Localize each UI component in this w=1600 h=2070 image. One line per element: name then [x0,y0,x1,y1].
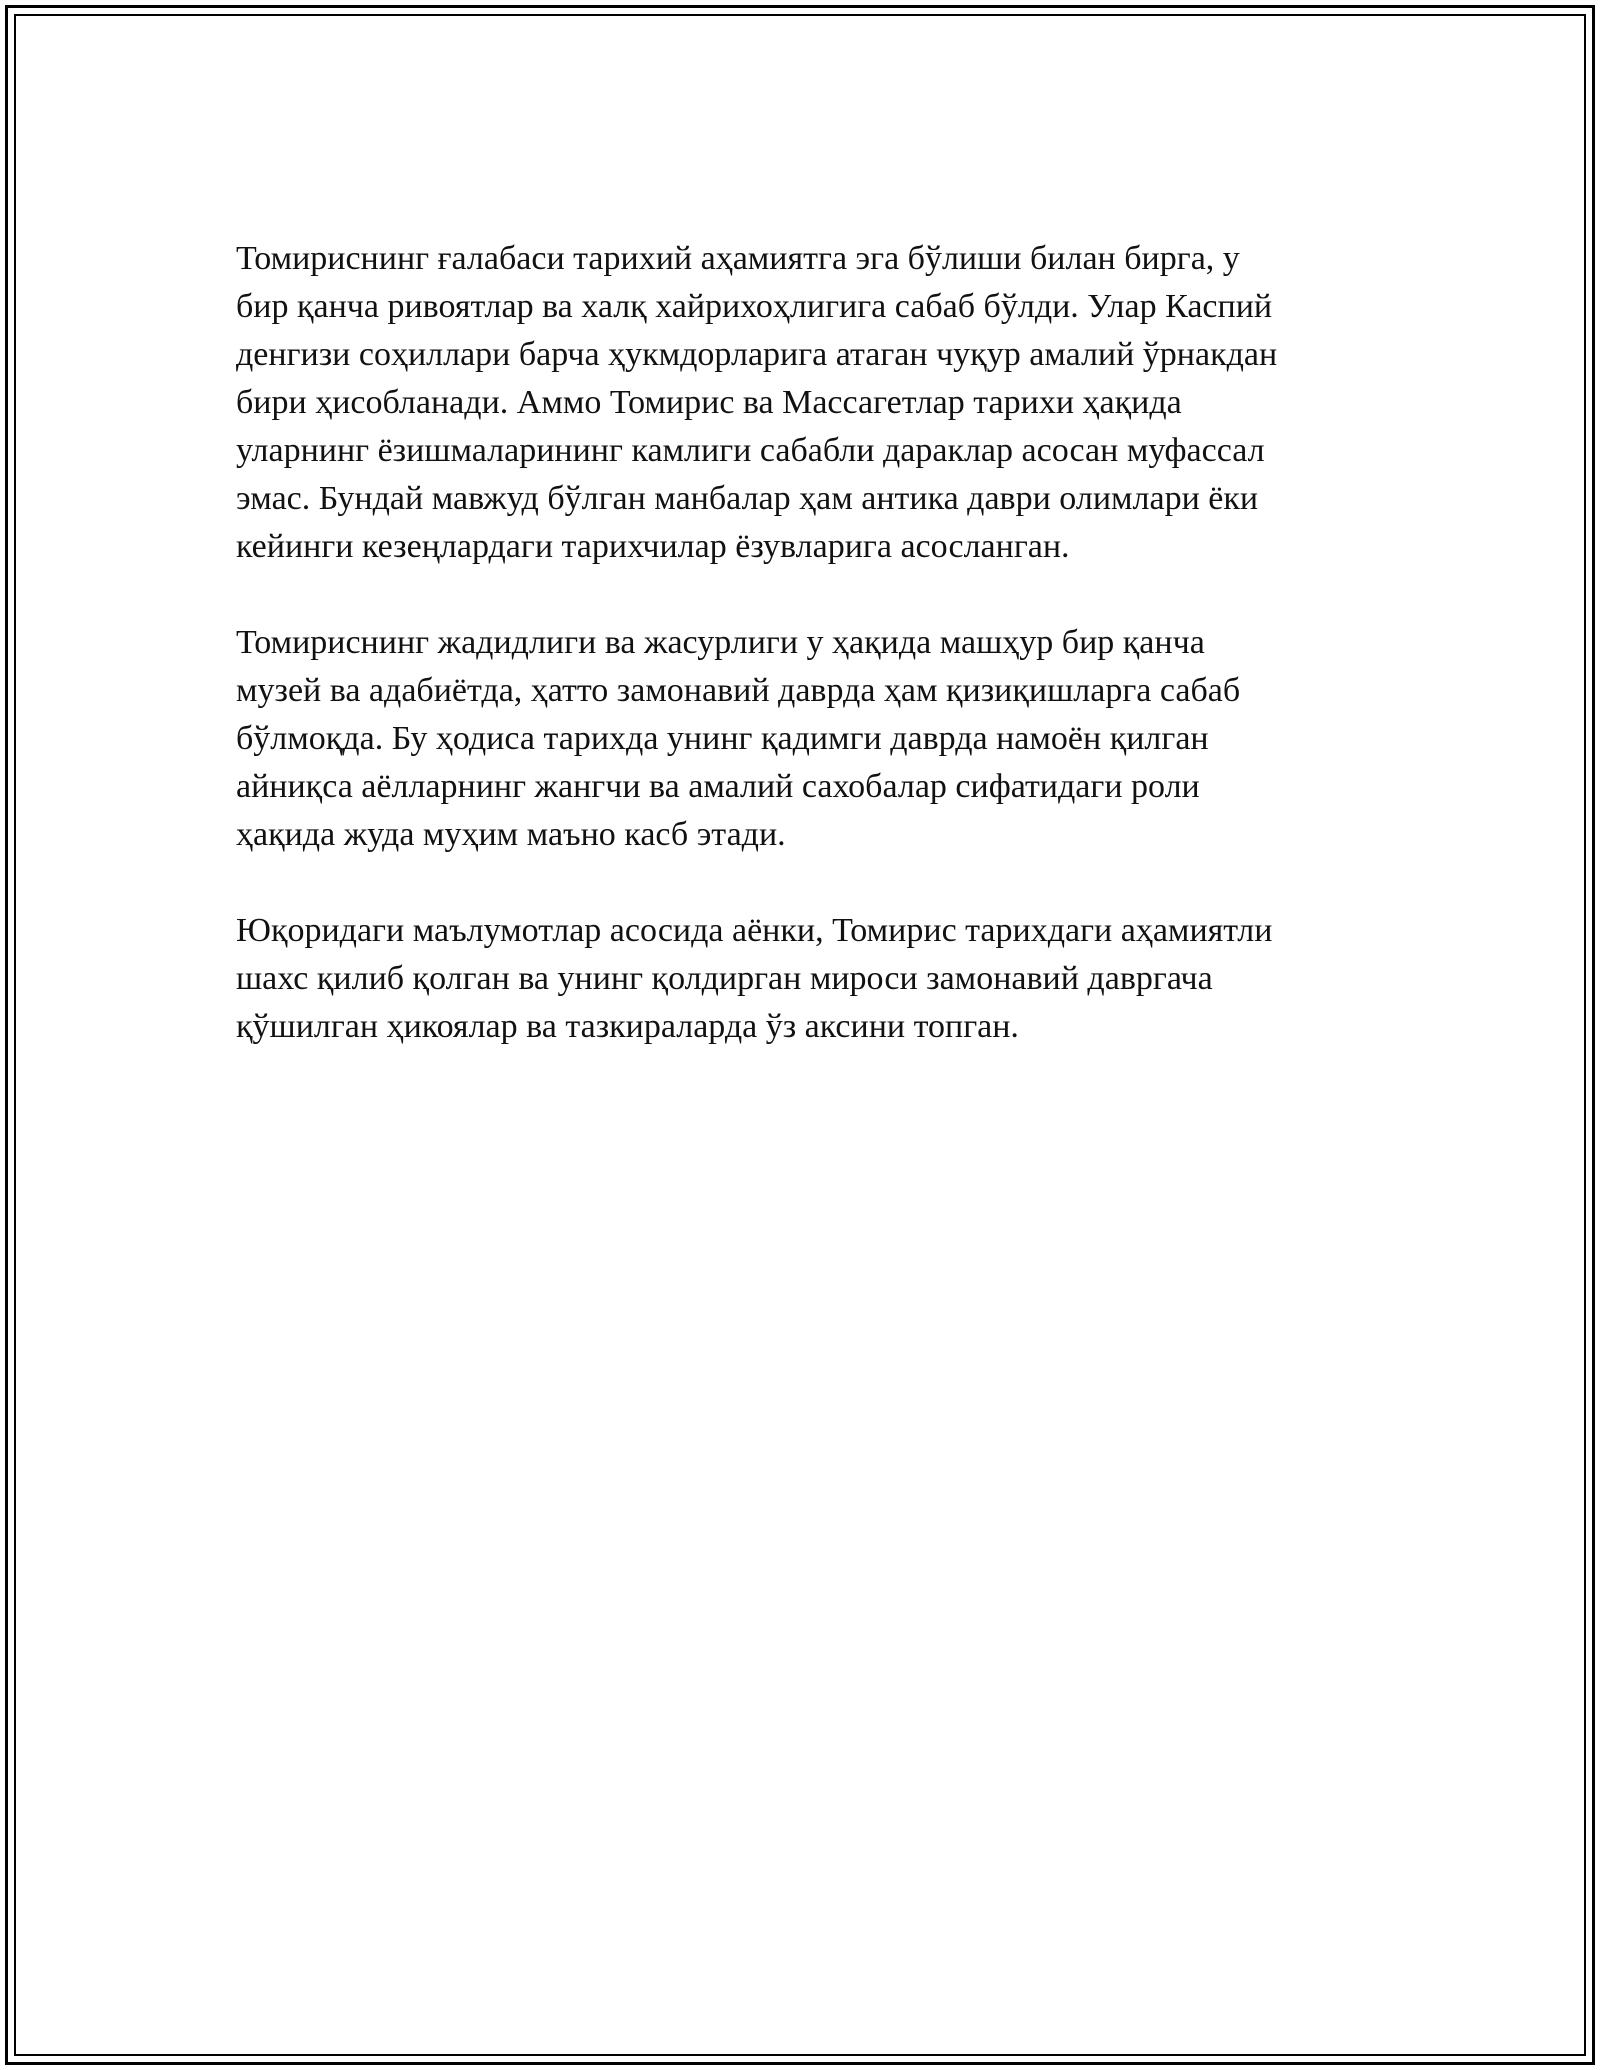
text-line: бири ҳисобланади. Аммо Томирис ва Массагетлар тарихи ҳақида [236,384,1182,421]
paragraph-2 [236,619,1376,859]
text-line: кейинги кезеңлардаги тарихчилар ёзувларига асосланган. [236,528,1070,565]
text-line: музей ва адабиётда, ҳатто замонавий даврда ҳам қизиқишларга сабаб [236,672,1241,709]
text-line: Томириснинг жадидлиги ва жасурлиги у ҳақида машҳур бир қанча [236,624,1205,661]
text-line: бўлмоқда. Бу ҳодиса тарихда унинг қадимги даврда намоён қилган [236,720,1209,757]
document-body [236,235,1376,1099]
text-line: Юқоридаги маълумотлар асосида аёнки, Томирис тарихдаги аҳамиятли [236,912,1273,949]
text-line: шахс қилиб қолган ва унинг қолдирган мироси замонавий давргача [236,960,1213,997]
text-line: айниқса аёлларнинг жангчи ва амалий сахобалар сифатидаги роли [236,768,1200,805]
paragraph-1 [236,235,1376,571]
text-line: уларнинг ёзишмаларининг камлиги сабабли дараклар асосан муфассал [236,432,1265,469]
text-line: қўшилган ҳикоялар ва тазкираларда ўз аксини топган. [236,1008,1019,1045]
text-line: денгизи соҳиллари барча ҳукмдорларига атаган чуқур амалий ўрнакдан [236,336,1278,373]
text-line: бир қанча ривоятлар ва халқ хайрихоҳлигига сабаб бўлди. Улар Каспий [236,288,1273,325]
text-line: Томириснинг ғалабаси тарихий аҳамиятга эга бўлиши билан бирга, у [236,240,1240,277]
paragraph-3 [236,907,1376,1051]
text-line: эмас. Бундай мавжуд бўлган манбалар ҳам антика даври олимлари ёки [236,480,1259,517]
text-line: ҳақида жуда муҳим маъно касб этади. [236,816,786,853]
